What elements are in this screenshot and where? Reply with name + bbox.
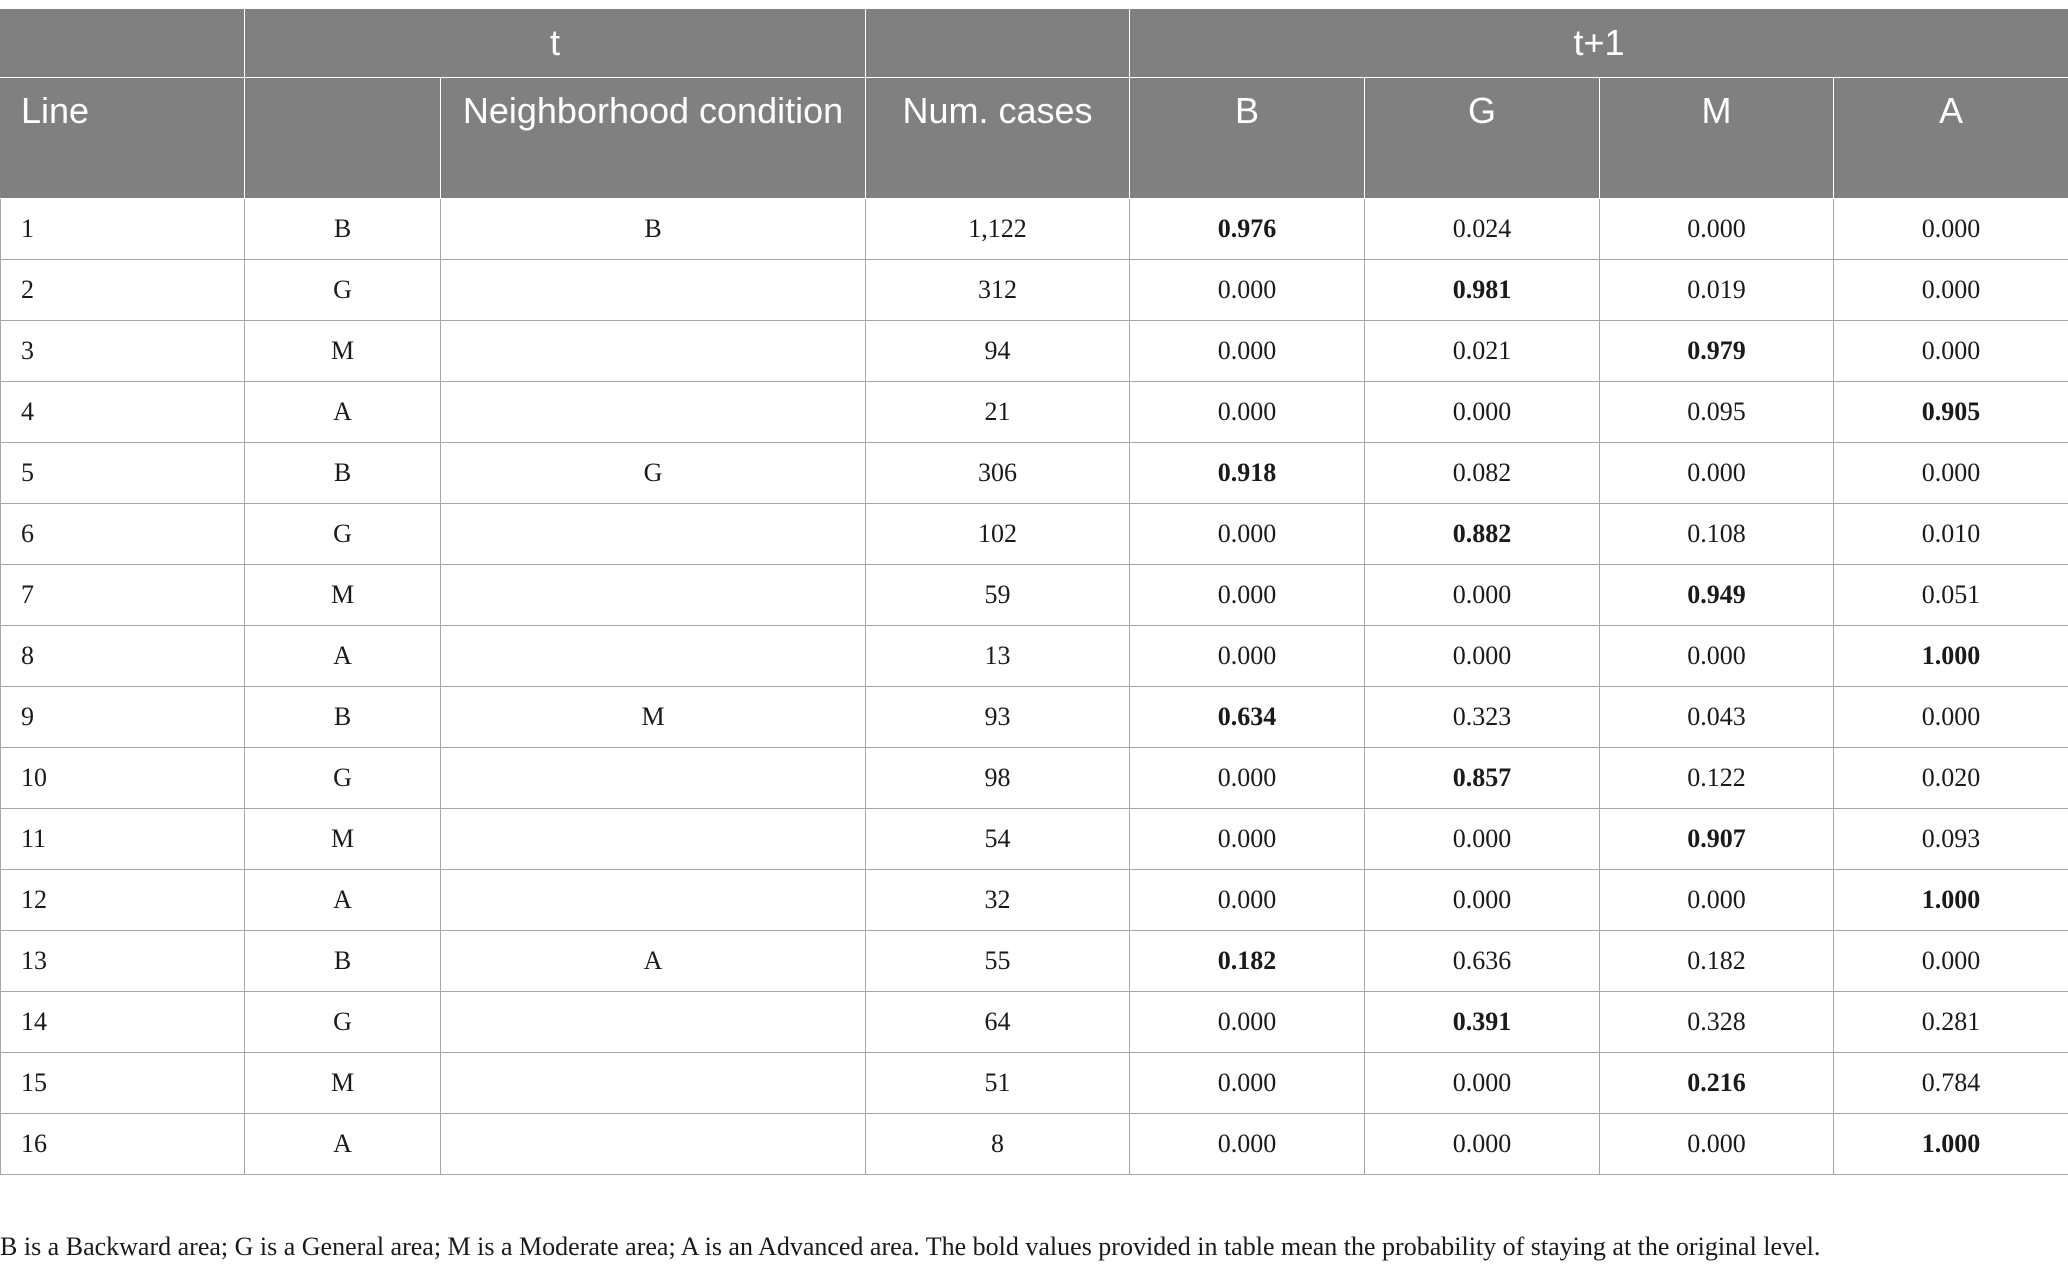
cell-prob-g: 0.000 [1365, 1114, 1600, 1175]
cell-prob-b: 0.918 [1130, 443, 1365, 504]
cell-prob-g: 0.082 [1365, 443, 1600, 504]
cell-line: 6 [1, 504, 245, 565]
cell-state: B [245, 443, 441, 504]
cell-line: 4 [1, 382, 245, 443]
cell-prob-m: 0.000 [1600, 870, 1834, 931]
cell-neighborhood: G [441, 443, 866, 504]
cell-line: 10 [1, 748, 245, 809]
cell-neighborhood: B [441, 199, 866, 260]
cell-prob-b: 0.000 [1130, 748, 1365, 809]
table-row [1, 443, 2068, 504]
cell-prob-m: 0.949 [1600, 565, 1834, 626]
header-a: A [1834, 78, 2068, 199]
cell-prob-g: 0.323 [1365, 687, 1600, 748]
cell-prob-g: 0.882 [1365, 504, 1600, 565]
cell-line: 14 [1, 992, 245, 1053]
cell-neighborhood [441, 626, 866, 687]
header-neighborhood-condition: Neighborhood condition [441, 78, 866, 199]
cell-prob-g: 0.000 [1365, 870, 1600, 931]
table-row [1, 321, 2068, 382]
cell-neighborhood [441, 1053, 866, 1114]
cell-prob-a: 0.010 [1834, 504, 2068, 565]
cell-neighborhood [441, 992, 866, 1053]
cell-state: M [245, 1053, 441, 1114]
cell-prob-g: 0.000 [1365, 626, 1600, 687]
table-row [1, 260, 2068, 321]
header-g: G [1365, 78, 1600, 199]
cell-line: 3 [1, 321, 245, 382]
cell-neighborhood [441, 748, 866, 809]
table-footnote: B is a Backward area; G is a General area; M is a Moderate area; A is an Advanced area. The bold values provided in table mean the probability of staying at the original level. [0, 1232, 1821, 1261]
cell-prob-m: 0.000 [1600, 199, 1834, 260]
header-m: M [1600, 78, 1834, 199]
cell-neighborhood [441, 504, 866, 565]
cell-num-cases: 55 [866, 931, 1130, 992]
cell-line: 8 [1, 626, 245, 687]
cell-neighborhood [441, 1114, 866, 1175]
cell-prob-g: 0.021 [1365, 321, 1600, 382]
cell-prob-a: 1.000 [1834, 870, 2068, 931]
cell-prob-a: 0.000 [1834, 687, 2068, 748]
cell-prob-b: 0.000 [1130, 382, 1365, 443]
header-empty-cell [866, 9, 1130, 78]
cell-line: 15 [1, 1053, 245, 1114]
cell-prob-m: 0.000 [1600, 626, 1834, 687]
cell-num-cases: 59 [866, 565, 1130, 626]
cell-prob-g: 0.000 [1365, 809, 1600, 870]
table-row [1, 748, 2068, 809]
cell-neighborhood [441, 321, 866, 382]
cell-num-cases: 306 [866, 443, 1130, 504]
cell-state: M [245, 809, 441, 870]
cell-prob-a: 1.000 [1834, 1114, 2068, 1175]
cell-prob-a: 0.093 [1834, 809, 2068, 870]
cell-num-cases: 94 [866, 321, 1130, 382]
cell-line: 5 [1, 443, 245, 504]
header-group-t: t [245, 9, 866, 78]
cell-prob-a: 0.000 [1834, 321, 2068, 382]
table-row [1, 931, 2068, 992]
cell-num-cases: 102 [866, 504, 1130, 565]
cell-line: 7 [1, 565, 245, 626]
table-row [1, 1114, 2068, 1175]
cell-prob-g: 0.000 [1365, 382, 1600, 443]
cell-num-cases: 98 [866, 748, 1130, 809]
transition-table-container [0, 8, 2068, 1175]
header-column-row [1, 78, 2068, 199]
cell-prob-m: 0.108 [1600, 504, 1834, 565]
table-row [1, 687, 2068, 748]
cell-prob-g: 0.981 [1365, 260, 1600, 321]
cell-prob-m: 0.979 [1600, 321, 1834, 382]
table-row [1, 382, 2068, 443]
cell-prob-m: 0.000 [1600, 443, 1834, 504]
cell-state: B [245, 931, 441, 992]
cell-prob-a: 0.905 [1834, 382, 2068, 443]
cell-prob-a: 0.000 [1834, 443, 2068, 504]
cell-state: A [245, 626, 441, 687]
cell-prob-m: 0.182 [1600, 931, 1834, 992]
cell-prob-m: 0.122 [1600, 748, 1834, 809]
header-group-t-plus-1: t+1 [1130, 9, 2068, 78]
cell-prob-b: 0.634 [1130, 687, 1365, 748]
cell-state: A [245, 1114, 441, 1175]
cell-line: 11 [1, 809, 245, 870]
cell-state: G [245, 504, 441, 565]
cell-line: 16 [1, 1114, 245, 1175]
cell-num-cases: 312 [866, 260, 1130, 321]
cell-prob-m: 0.216 [1600, 1053, 1834, 1114]
cell-prob-b: 0.000 [1130, 565, 1365, 626]
cell-neighborhood [441, 565, 866, 626]
cell-prob-m: 0.019 [1600, 260, 1834, 321]
cell-num-cases: 8 [866, 1114, 1130, 1175]
cell-prob-b: 0.000 [1130, 809, 1365, 870]
cell-neighborhood [441, 809, 866, 870]
table-row [1, 199, 2068, 260]
cell-prob-m: 0.907 [1600, 809, 1834, 870]
cell-prob-a: 0.000 [1834, 260, 2068, 321]
header-num-cases: Num. cases [866, 78, 1130, 199]
cell-num-cases: 13 [866, 626, 1130, 687]
table-row [1, 870, 2068, 931]
cell-state: A [245, 382, 441, 443]
cell-num-cases: 32 [866, 870, 1130, 931]
cell-neighborhood [441, 382, 866, 443]
cell-prob-g: 0.391 [1365, 992, 1600, 1053]
cell-line: 13 [1, 931, 245, 992]
cell-num-cases: 51 [866, 1053, 1130, 1114]
cell-num-cases: 64 [866, 992, 1130, 1053]
cell-prob-b: 0.000 [1130, 321, 1365, 382]
cell-prob-b: 0.000 [1130, 626, 1365, 687]
cell-prob-b: 0.182 [1130, 931, 1365, 992]
cell-prob-b: 0.000 [1130, 870, 1365, 931]
cell-line: 12 [1, 870, 245, 931]
cell-prob-b: 0.000 [1130, 504, 1365, 565]
cell-prob-b: 0.000 [1130, 992, 1365, 1053]
cell-line: 1 [1, 199, 245, 260]
table-row [1, 1053, 2068, 1114]
header-group-row [1, 9, 2068, 78]
cell-num-cases: 93 [866, 687, 1130, 748]
cell-prob-g: 0.636 [1365, 931, 1600, 992]
cell-prob-a: 0.000 [1834, 199, 2068, 260]
cell-num-cases: 54 [866, 809, 1130, 870]
cell-state: A [245, 870, 441, 931]
table-header [1, 9, 2068, 199]
cell-prob-g: 0.000 [1365, 1053, 1600, 1114]
header-line: Line [1, 78, 245, 199]
cell-prob-m: 0.043 [1600, 687, 1834, 748]
cell-neighborhood: A [441, 931, 866, 992]
cell-prob-a: 0.281 [1834, 992, 2068, 1053]
cell-state: B [245, 687, 441, 748]
table-row [1, 565, 2068, 626]
header-state [245, 78, 441, 199]
cell-num-cases: 21 [866, 382, 1130, 443]
cell-line: 2 [1, 260, 245, 321]
table-row [1, 626, 2068, 687]
cell-state: M [245, 565, 441, 626]
cell-state: B [245, 199, 441, 260]
cell-neighborhood [441, 260, 866, 321]
table-row [1, 504, 2068, 565]
cell-prob-a: 0.051 [1834, 565, 2068, 626]
header-b: B [1130, 78, 1365, 199]
cell-prob-g: 0.000 [1365, 565, 1600, 626]
cell-num-cases: 1,122 [866, 199, 1130, 260]
cell-state: G [245, 260, 441, 321]
cell-prob-m: 0.328 [1600, 992, 1834, 1053]
cell-prob-m: 0.095 [1600, 382, 1834, 443]
cell-neighborhood: M [441, 687, 866, 748]
cell-neighborhood [441, 870, 866, 931]
cell-prob-b: 0.000 [1130, 1114, 1365, 1175]
cell-prob-a: 1.000 [1834, 626, 2068, 687]
cell-prob-m: 0.000 [1600, 1114, 1834, 1175]
table-row [1, 809, 2068, 870]
cell-state: G [245, 748, 441, 809]
cell-prob-b: 0.976 [1130, 199, 1365, 260]
cell-prob-b: 0.000 [1130, 260, 1365, 321]
table-body [1, 199, 2068, 1175]
table-row [1, 992, 2068, 1053]
cell-prob-b: 0.000 [1130, 1053, 1365, 1114]
cell-prob-a: 0.784 [1834, 1053, 2068, 1114]
transition-probability-table [0, 8, 2068, 1175]
cell-prob-g: 0.857 [1365, 748, 1600, 809]
cell-prob-a: 0.000 [1834, 931, 2068, 992]
cell-prob-a: 0.020 [1834, 748, 2068, 809]
cell-state: M [245, 321, 441, 382]
cell-state: G [245, 992, 441, 1053]
cell-prob-g: 0.024 [1365, 199, 1600, 260]
header-empty-cell [1, 9, 245, 78]
cell-line: 9 [1, 687, 245, 748]
